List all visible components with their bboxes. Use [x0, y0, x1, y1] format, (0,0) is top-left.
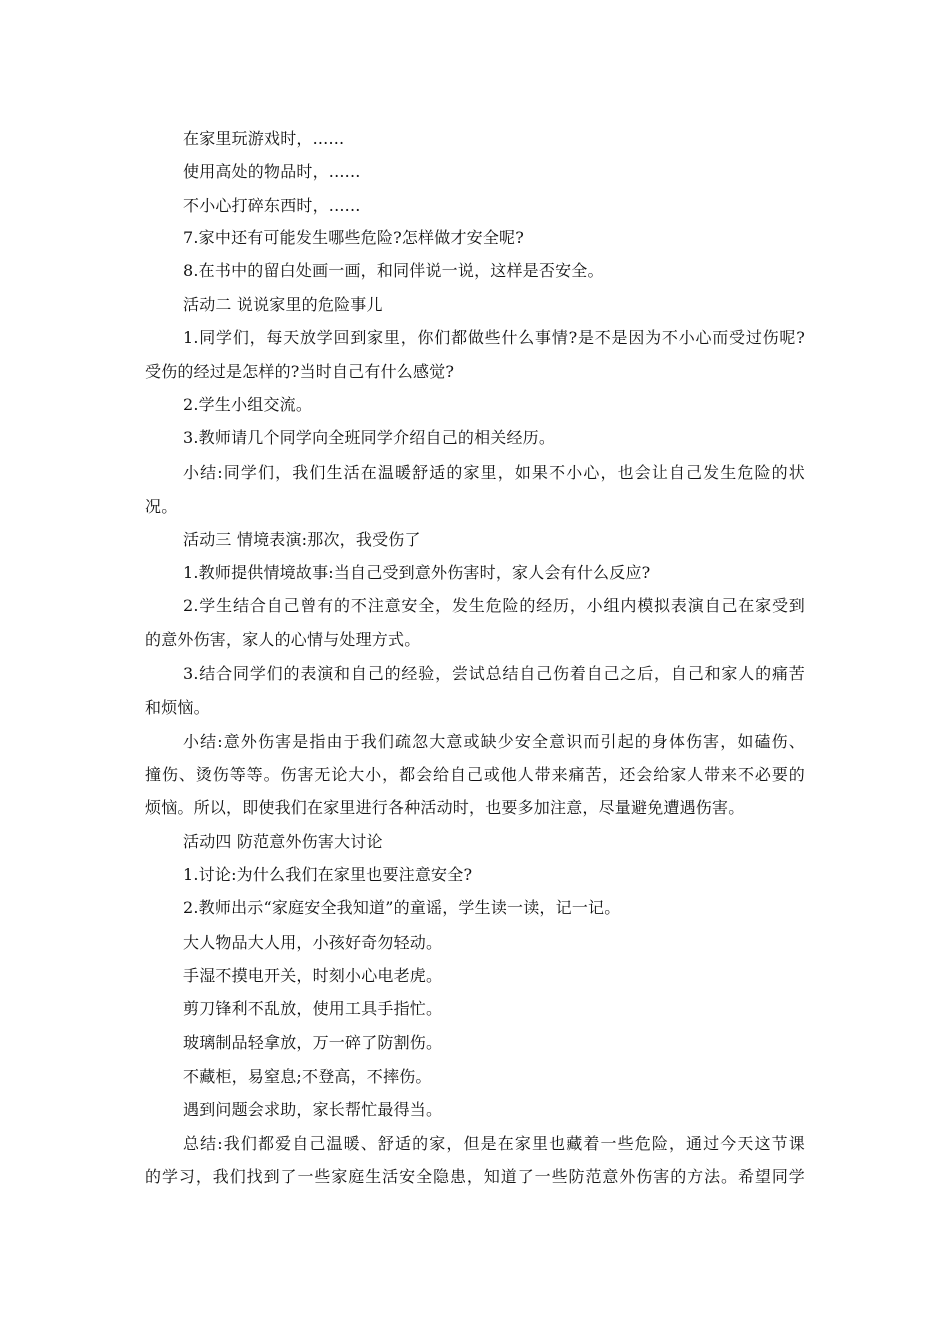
text-line: 小结:同学们，我们生活在温暖舒适的家里，如果不小心，也会让自己发生危险的状	[183, 463, 805, 482]
text-line: 使用高处的物品时，......	[183, 162, 361, 181]
rhyme-line: 遇到问题会求助，家长帮忙最得当。	[183, 1100, 443, 1119]
text-line: 的学习，我们找到了一些家庭生活安全隐患，知道了一些防范意外伤害的方法。希望同学	[145, 1167, 805, 1186]
text-line: 1.讨论:为什么我们在家里也要注意安全?	[183, 865, 473, 884]
rhyme-line: 玻璃制品轻拿放，万一碎了防割伤。	[183, 1033, 443, 1052]
text-line: 7.家中还有可能发生哪些危险?怎样做才安全呢?	[183, 228, 525, 247]
text-line: 受伤的经过是怎样的?当时自己有什么感觉?	[145, 362, 455, 381]
text-line: 1.教师提供情境故事:当自己受到意外伤害时，家人会有什么反应?	[183, 563, 651, 582]
text-line: 1.同学们，每天放学回到家里，你们都做些什么事情?是不是因为不小心而受过伤呢?	[183, 328, 805, 347]
text-line: 8.在书中的留白处画一画，和同伴说一说，这样是否安全。	[183, 261, 604, 280]
rhyme-line: 剪刀锋利不乱放，使用工具手指忙。	[183, 999, 443, 1018]
rhyme-line: 手湿不摸电开关，时刻小心电老虎。	[183, 966, 443, 985]
text-line: 2.学生小组交流。	[183, 395, 313, 414]
text-line: 2.学生结合自己曾有的不注意安全，发生危险的经历，小组内模拟表演自己在家受到	[183, 596, 805, 615]
section-heading: 活动四 防范意外伤害大讨论	[183, 832, 383, 851]
text-line: 小结:意外伤害是指由于我们疏忽大意或缺少安全意识而引起的身体伤害，如磕伤、	[183, 732, 805, 751]
text-line: 的意外伤害，家人的心情与处理方式。	[145, 630, 421, 649]
rhyme-line: 大人物品大人用，小孩好奇勿轻动。	[183, 933, 443, 952]
text-line: 况。	[145, 497, 178, 516]
text-line: 撞伤、烫伤等等。伤害无论大小，都会给自己或他人带来痛苦，还会给家人带来不必要的	[145, 765, 805, 784]
text-line: 在家里玩游戏时，......	[183, 129, 345, 148]
text-line: 总结:我们都爱自己温暖、舒适的家，但是在家里也藏着一些危险，通过今天这节课	[183, 1134, 805, 1153]
text-line: 2.教师出示“家庭安全我知道”的童谣，学生读一读，记一记。	[183, 898, 621, 917]
text-line: 和烦恼。	[145, 698, 210, 717]
text-line: 3.教师请几个同学向全班同学介绍自己的相关经历。	[183, 428, 556, 447]
text-line: 3.结合同学们的表演和自己的经验，尝试总结自己伤着自己之后，自己和家人的痛苦	[183, 664, 805, 683]
section-heading: 活动三 情境表演:那次，我受伤了	[183, 530, 421, 549]
rhyme-line: 不藏柜，易窒息;不登高，不摔伤。	[183, 1067, 432, 1086]
text-line: 烦恼。所以，即使我们在家里进行各种活动时，也要多加注意，尽量避免遭遇伤害。	[145, 798, 745, 817]
section-heading: 活动二 说说家里的危险事儿	[183, 295, 383, 314]
text-line: 不小心打碎东西时，......	[183, 196, 361, 215]
